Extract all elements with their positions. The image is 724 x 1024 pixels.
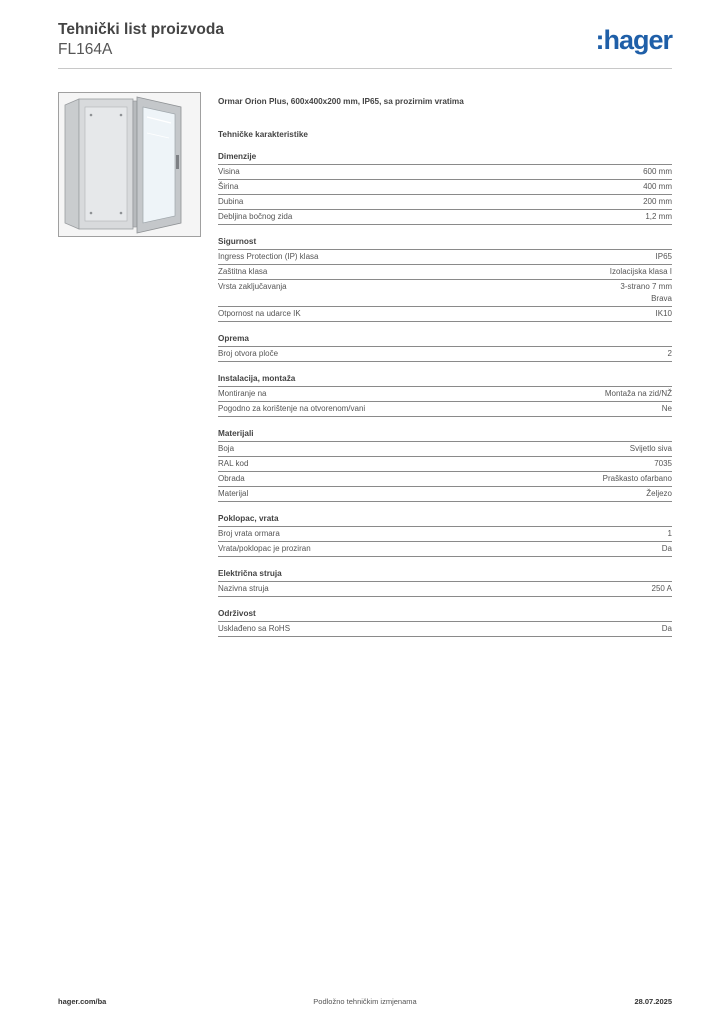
enclosure-cabinet-icon bbox=[59, 93, 200, 236]
spec-group bbox=[218, 151, 672, 225]
spec-row bbox=[218, 622, 672, 637]
spec-row bbox=[218, 250, 672, 265]
spec-row bbox=[218, 527, 672, 542]
spec-label: Usklađeno sa RoHS bbox=[218, 624, 291, 633]
product-code: FL164A bbox=[58, 41, 113, 58]
spec-group-title: Instalacija, montaža bbox=[218, 373, 672, 387]
spec-group bbox=[218, 568, 672, 597]
spec-group-title: Poklopac, vrata bbox=[218, 513, 672, 527]
spec-row bbox=[218, 387, 672, 402]
spec-group-title: Oprema bbox=[218, 333, 672, 347]
spec-value bbox=[656, 251, 672, 263]
spec-label: Otpornost na udarce IK bbox=[218, 309, 301, 318]
spec-row bbox=[218, 210, 672, 225]
product-name: Ormar Orion Plus, 600x400x200 mm, IP65, sa prozirnim vratima bbox=[218, 97, 464, 106]
spec-value bbox=[603, 473, 672, 485]
spec-label: Materijal bbox=[218, 489, 249, 498]
spec-label: Nazivna struja bbox=[218, 584, 269, 593]
spec-row bbox=[218, 265, 672, 280]
spec-label: Broj otvora ploče bbox=[218, 349, 279, 358]
spec-value bbox=[643, 196, 672, 208]
spec-value-line: Ne bbox=[661, 404, 672, 413]
spec-group bbox=[218, 428, 672, 502]
spec-row bbox=[218, 280, 672, 307]
spec-row bbox=[218, 165, 672, 180]
spec-value-line: Praškasto ofarbano bbox=[602, 474, 672, 483]
header-divider bbox=[58, 68, 672, 69]
spec-value-line: Svijetlo siva bbox=[629, 444, 672, 453]
spec-row bbox=[218, 542, 672, 557]
spec-value bbox=[662, 623, 672, 635]
spec-label: Visina bbox=[218, 167, 240, 176]
footer-website: hager.com/ba bbox=[58, 997, 107, 1006]
page-header bbox=[58, 20, 672, 59]
spec-group bbox=[218, 608, 672, 637]
spec-value bbox=[656, 308, 672, 320]
spec-group-title: Materijali bbox=[218, 428, 672, 442]
spec-value bbox=[645, 211, 672, 223]
spec-group-title: Sigurnost bbox=[218, 236, 672, 250]
spec-row bbox=[218, 442, 672, 457]
spec-value bbox=[654, 458, 672, 470]
spec-row bbox=[218, 347, 672, 362]
spec-label: Ingress Protection (IP) klasa bbox=[218, 252, 319, 261]
footer-notice: Podložno tehničkim izmjenama bbox=[313, 997, 417, 1006]
spec-label: Zaštitna klasa bbox=[218, 267, 268, 276]
spec-group bbox=[218, 236, 672, 322]
spec-label: Pogodno za korištenje na otvorenom/vani bbox=[218, 404, 366, 413]
spec-row bbox=[218, 180, 672, 195]
specifications-panel bbox=[218, 96, 672, 637]
spec-row bbox=[218, 307, 672, 322]
spec-value bbox=[668, 528, 672, 540]
spec-value-line: 1 bbox=[667, 529, 672, 538]
spec-value bbox=[643, 181, 672, 193]
spec-value-line: 200 mm bbox=[643, 197, 672, 206]
spec-row bbox=[218, 582, 672, 597]
spec-row bbox=[218, 402, 672, 417]
spec-group-title: Dimenzije bbox=[218, 151, 672, 165]
spec-label: Broj vrata ormara bbox=[218, 529, 280, 538]
spec-value bbox=[668, 348, 672, 360]
spec-value-line: Da bbox=[661, 544, 672, 553]
spec-value bbox=[630, 443, 672, 455]
spec-value-line: Montaža na zid/NŽ bbox=[604, 389, 672, 398]
spec-group-title: Održivost bbox=[218, 608, 672, 622]
spec-label: Montiranje na bbox=[218, 389, 267, 398]
spec-label: Obrada bbox=[218, 474, 245, 483]
spec-group bbox=[218, 373, 672, 417]
spec-row bbox=[218, 487, 672, 502]
document-title: Tehnički list proizvoda bbox=[58, 21, 224, 38]
spec-label: Debljina bočnog zida bbox=[218, 212, 293, 221]
spec-row bbox=[218, 457, 672, 472]
spec-value bbox=[643, 166, 672, 178]
spec-value-line: IK10 bbox=[655, 309, 672, 318]
spec-value bbox=[646, 488, 672, 500]
spec-label: Širina bbox=[218, 182, 239, 191]
spec-value-line: 600 mm bbox=[643, 167, 672, 176]
technical-characteristics-heading: Tehničke karakteristike bbox=[218, 130, 308, 139]
spec-value-line: Da bbox=[661, 624, 672, 633]
spec-group bbox=[218, 333, 672, 362]
spec-value-line: IP65 bbox=[655, 252, 672, 261]
spec-label: Vrata/poklopac je proziran bbox=[218, 544, 311, 553]
spec-value-line: 7035 bbox=[654, 459, 672, 468]
spec-label: Vrsta zaključavanja bbox=[218, 282, 287, 291]
spec-value-line: 2 bbox=[667, 349, 672, 358]
product-image bbox=[58, 92, 201, 237]
spec-value-line: 400 mm bbox=[643, 182, 672, 191]
spec-value bbox=[652, 583, 672, 595]
spec-value bbox=[662, 403, 672, 415]
spec-value-line: 1,2 mm bbox=[645, 212, 672, 221]
spec-row bbox=[218, 195, 672, 210]
spec-value-line: Željezo bbox=[646, 489, 672, 498]
hager-logo: :hager bbox=[595, 25, 672, 55]
spec-row bbox=[218, 472, 672, 487]
spec-value-line: Brava bbox=[651, 294, 672, 303]
spec-group-title: Električna struja bbox=[218, 568, 672, 582]
spec-label: Boja bbox=[218, 444, 235, 453]
spec-label: RAL kod bbox=[218, 459, 249, 468]
spec-value-line: Izolacijska klasa I bbox=[609, 267, 672, 276]
spec-value-line: 250 A bbox=[651, 584, 672, 593]
spec-label: Dubina bbox=[218, 197, 244, 206]
spec-value-line: 3-strano 7 mm bbox=[620, 282, 672, 291]
spec-groups bbox=[218, 151, 672, 637]
spec-value bbox=[662, 543, 672, 555]
spec-value bbox=[610, 266, 672, 278]
spec-value bbox=[620, 281, 672, 305]
spec-group bbox=[218, 513, 672, 557]
spec-value bbox=[605, 388, 672, 400]
footer-date: 28.07.2025 bbox=[634, 997, 672, 1006]
